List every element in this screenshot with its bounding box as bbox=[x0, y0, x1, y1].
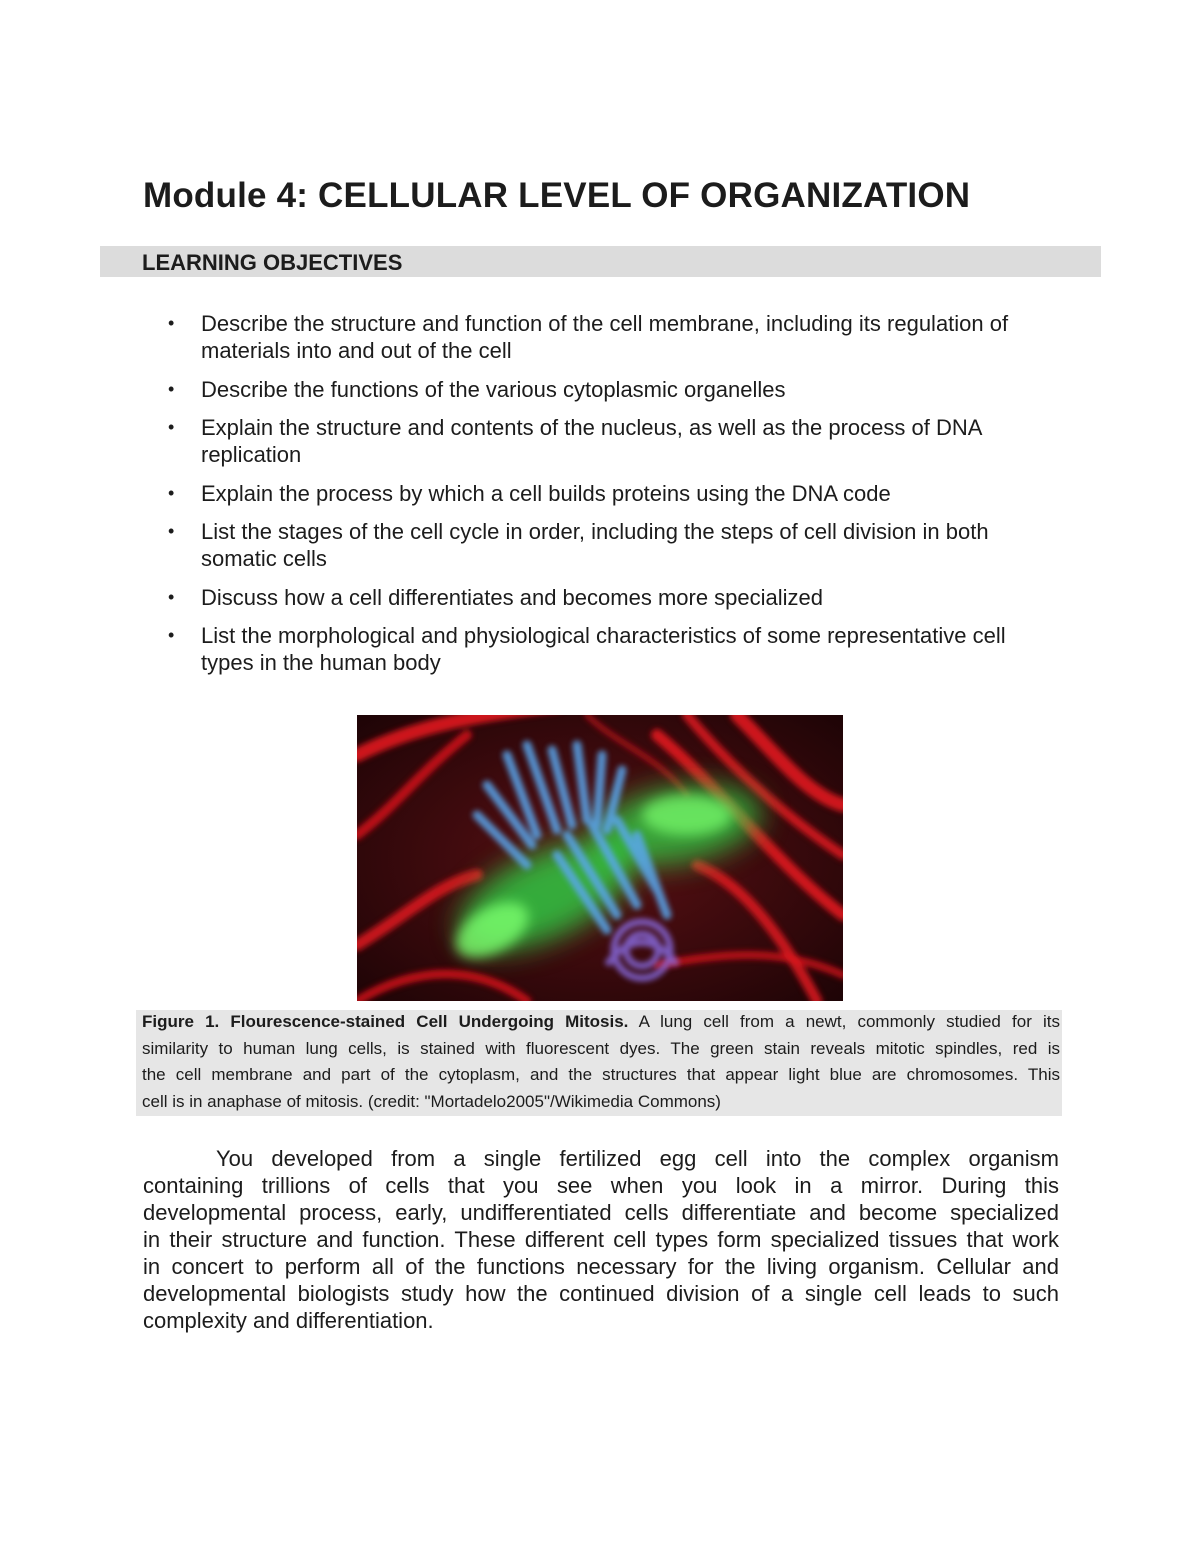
objective-item bbox=[160, 414, 1060, 468]
objective-item bbox=[160, 518, 1060, 572]
caption-line-3: the cell membrane and part of the cytoplasm, and the structures that appear light blue are chromosomes. This bbox=[136, 1063, 1062, 1090]
objective-item bbox=[160, 584, 1060, 611]
bullet-icon: • bbox=[168, 482, 175, 503]
objective-text: Describe the structure and function of the cell membrane, including its regulation of materials into and out of the cell bbox=[201, 311, 1009, 363]
intro-paragraph bbox=[143, 1145, 1059, 1334]
paragraph-line: complexity and differentiation. bbox=[143, 1308, 434, 1333]
paragraph-line: containing trillions of cells that you see when you look in a mirror. During this bbox=[143, 1173, 1059, 1198]
paragraph-line: You developed from a single fertilized egg cell into the complex organism bbox=[216, 1146, 1059, 1171]
objective-text: List the stages of the cell cycle in order, including the steps of cell division in both somatic cells bbox=[201, 519, 989, 571]
module-title: Module 4: CELLULAR LEVEL OF ORGANIZATION bbox=[143, 176, 971, 215]
bullet-icon: • bbox=[168, 586, 175, 607]
caption-line-1 bbox=[136, 1010, 1062, 1037]
bullet-icon: • bbox=[168, 521, 175, 541]
learning-objectives-bar bbox=[100, 246, 1101, 277]
objective-item bbox=[160, 480, 1060, 507]
objective-text: Explain the process by which a cell builds proteins using the DNA code bbox=[201, 480, 891, 506]
caption-text: A lung cell from a newt, commonly studied for its bbox=[628, 1012, 1060, 1031]
paragraph-line: in concert to perform all of the functions necessary for the living organism. Cellular and bbox=[143, 1254, 1059, 1279]
paragraph-line: developmental biologists study how the continued division of a single cell leads to such bbox=[143, 1281, 1059, 1306]
objective-text: Discuss how a cell differentiates and becomes more specialized bbox=[201, 584, 824, 610]
objective-text: List the morphological and physiological characteristics of some representative cell types in the human body bbox=[201, 623, 1006, 675]
caption-line-2: similarity to human lung cells, is stained with fluorescent dyes. The green stain reveals mitotic spindles, red is bbox=[136, 1037, 1062, 1064]
caption-label: Figure 1. Flourescence-stained Cell Undergoing Mitosis. bbox=[142, 1012, 629, 1031]
bullet-icon: • bbox=[168, 313, 175, 333]
objectives-list bbox=[160, 310, 1060, 688]
figure-caption bbox=[136, 1010, 1062, 1116]
paragraph-line: developmental process, early, undifferentiated cells differentiate and become specialized bbox=[143, 1200, 1059, 1225]
objective-text: Explain the structure and contents of the nucleus, as well as the process of DNA replication bbox=[201, 415, 982, 467]
mitosis-figure-image bbox=[357, 715, 843, 1001]
objective-item bbox=[160, 310, 1060, 364]
bullet-icon: • bbox=[168, 417, 175, 437]
caption-line-4: cell is in anaphase of mitosis. (credit: "Mortadelo2005"/Wikimedia Commons) bbox=[136, 1090, 1062, 1117]
learning-objectives-heading: LEARNING OBJECTIVES bbox=[142, 250, 403, 275]
objective-item bbox=[160, 376, 1060, 403]
objective-item bbox=[160, 622, 1060, 676]
objective-text: Describe the functions of the various cytoplasmic organelles bbox=[201, 376, 786, 402]
bullet-icon: • bbox=[168, 378, 175, 399]
paragraph-line: in their structure and function. These different cell types form specialized tissues that work bbox=[143, 1227, 1059, 1252]
bullet-icon: • bbox=[168, 625, 175, 645]
